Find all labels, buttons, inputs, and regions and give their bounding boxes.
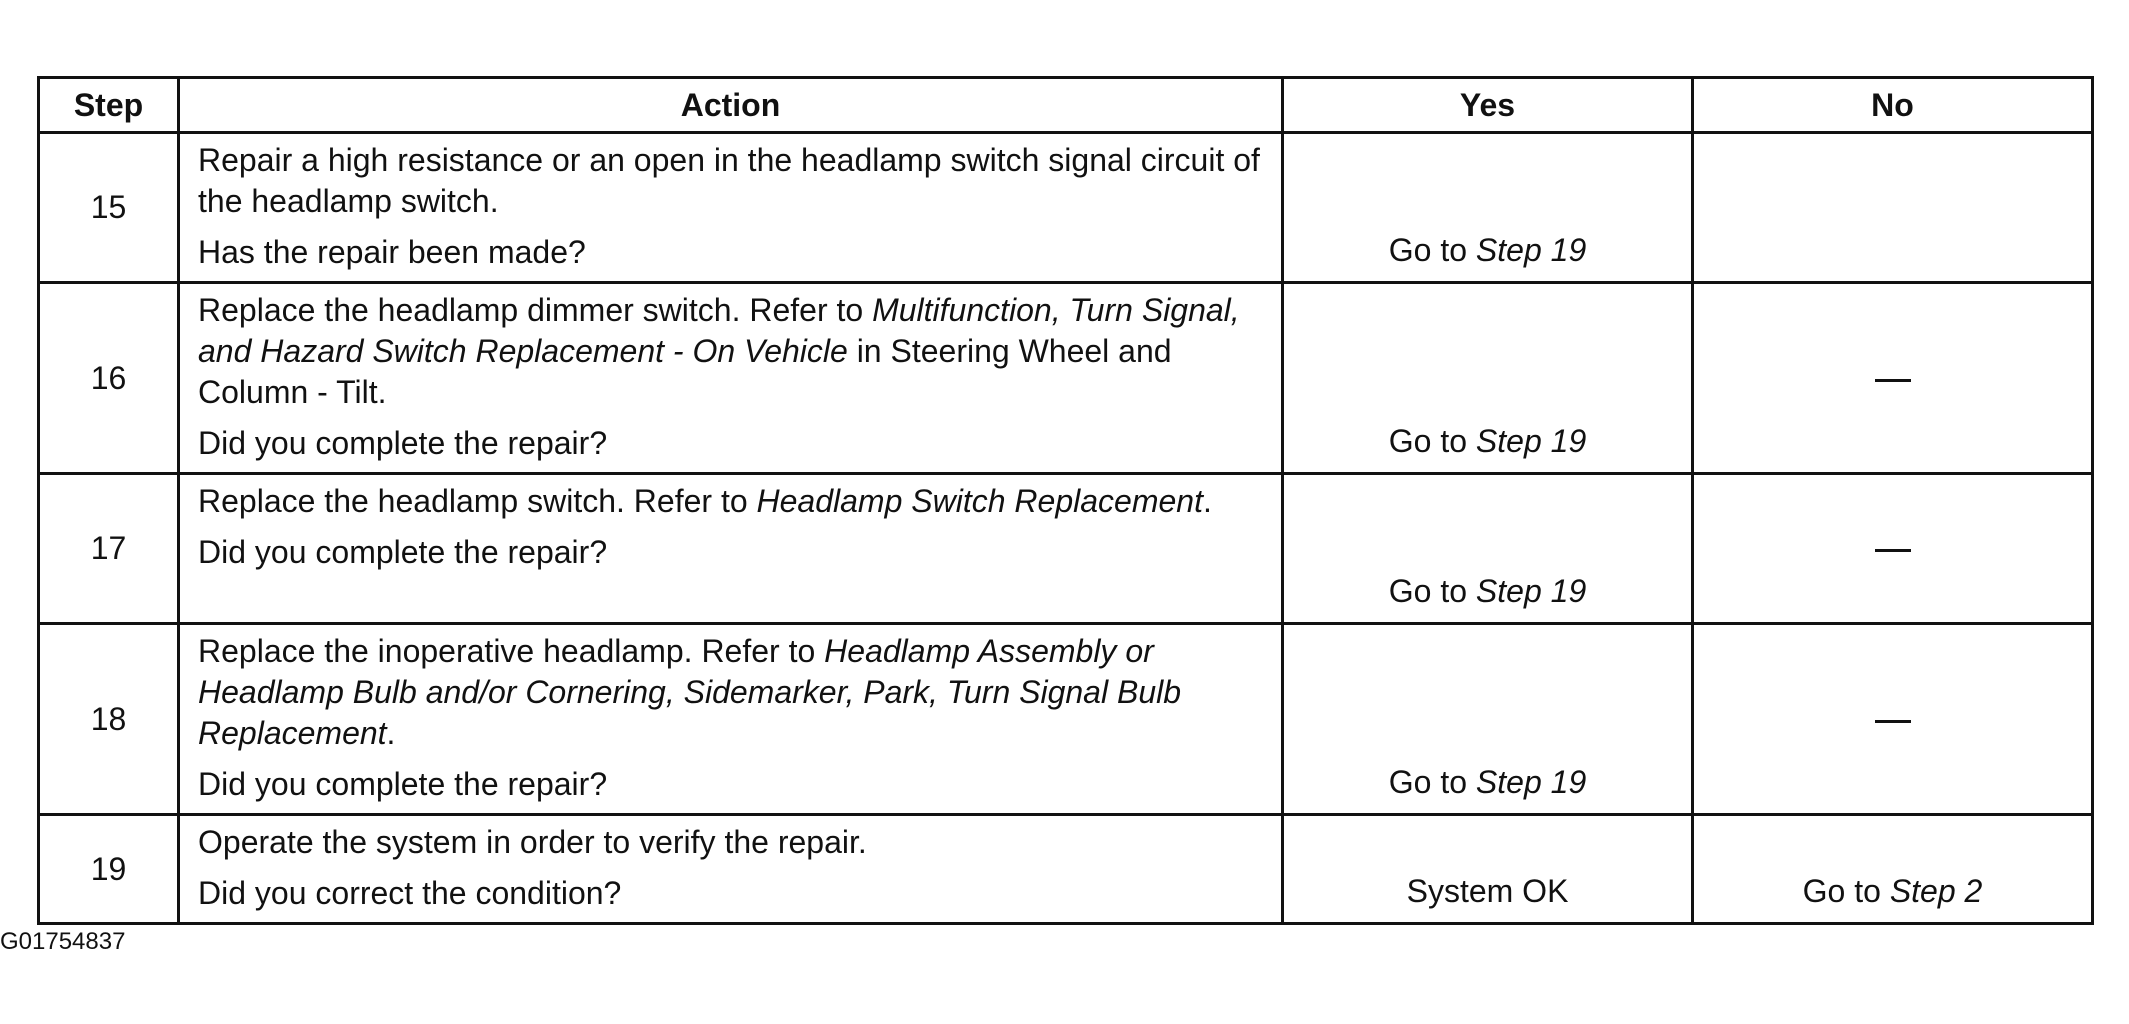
header-no: No [1693,78,2093,133]
step-number: 19 [39,815,179,924]
yes-cell [1283,283,1693,474]
figure-id: G01754837 [0,928,126,955]
action-instruction [198,140,1281,222]
header-row [39,78,2093,133]
yes-cell [1283,133,1693,283]
step-reference: Headlamp Switch Replacement [756,483,1203,519]
step-reference: Step 2 [1889,873,1983,909]
step-reference: Step 19 [1475,573,1587,609]
no-cell [1693,624,2093,815]
action-instruction [198,481,1281,522]
text-run: Operate the system in order to verify the repair. [198,824,867,860]
dash-mark [1875,549,1911,552]
step-reference: Step 19 [1475,764,1587,800]
action-instruction [198,822,1281,863]
dash-mark [1875,720,1911,723]
action-question: Did you complete the repair? [198,425,608,461]
step-reference: Headlamp Assembly or Headlamp Bulb and/or Cornering, Sidemarker, Park, Turn Signal Bulb Replacement [198,633,1182,751]
text-run: Replace the inoperative headlamp. Refer to [198,633,825,669]
text-run: signal circuit of the headlamp switch. [198,142,1260,219]
text-run: . [386,715,396,751]
header-yes: Yes [1283,78,1693,133]
no-cell [1693,283,2093,474]
action-cell [179,474,1283,624]
no-cell [1693,815,2093,924]
no-cell [1693,474,2093,624]
table-row [39,815,2093,924]
action-question: Has the repair been made? [198,234,586,270]
text-run: Repair a high resistance or an open in the headlamp switch [198,142,1040,178]
dash-mark [1875,379,1911,382]
text-run: Replace the headlamp dimmer switch. Refer to [198,292,873,328]
table-row [39,624,2093,815]
text-run: Go to [1388,232,1476,268]
action-cell [179,624,1283,815]
yes-cell [1283,624,1693,815]
step-number: 17 [39,474,179,624]
action-cell [179,815,1283,924]
action-question: Did you complete the repair? [198,534,608,570]
text-run: Go to [1388,764,1476,800]
action-instruction [198,290,1281,413]
yes-cell [1283,815,1693,924]
step-reference: Multifunction, Turn Signal, and Hazard Switch Replacement - On Vehicle [198,292,1240,369]
step-number: 16 [39,283,179,474]
table-row [39,474,2093,624]
text-run: Go to [1388,423,1476,459]
no-cell [1693,133,2093,283]
yes-cell [1283,474,1693,624]
header-step: Step [39,78,179,133]
step-number: 18 [39,624,179,815]
step-reference: Step 19 [1475,423,1587,459]
header-action: Action [179,78,1283,133]
text-run: Go to [1388,573,1476,609]
table-body [39,133,2093,924]
step-number: 15 [39,133,179,283]
table-row [39,133,2093,283]
text-run: in Steering Wheel and Column - Tilt. [198,333,1172,410]
text-run: System OK [1406,873,1569,909]
action-instruction [198,631,1281,754]
action-question: Did you complete the repair? [198,766,608,802]
text-run: . [1202,483,1212,519]
text-run: Replace the headlamp switch. Refer to [198,483,757,519]
step-reference: Step 19 [1475,232,1587,268]
table-row [39,283,2093,474]
diagnostic-table [37,76,2094,925]
action-cell [179,133,1283,283]
text-run: Go to [1802,873,1890,909]
action-cell [179,283,1283,474]
action-question: Did you correct the condition? [198,875,622,911]
